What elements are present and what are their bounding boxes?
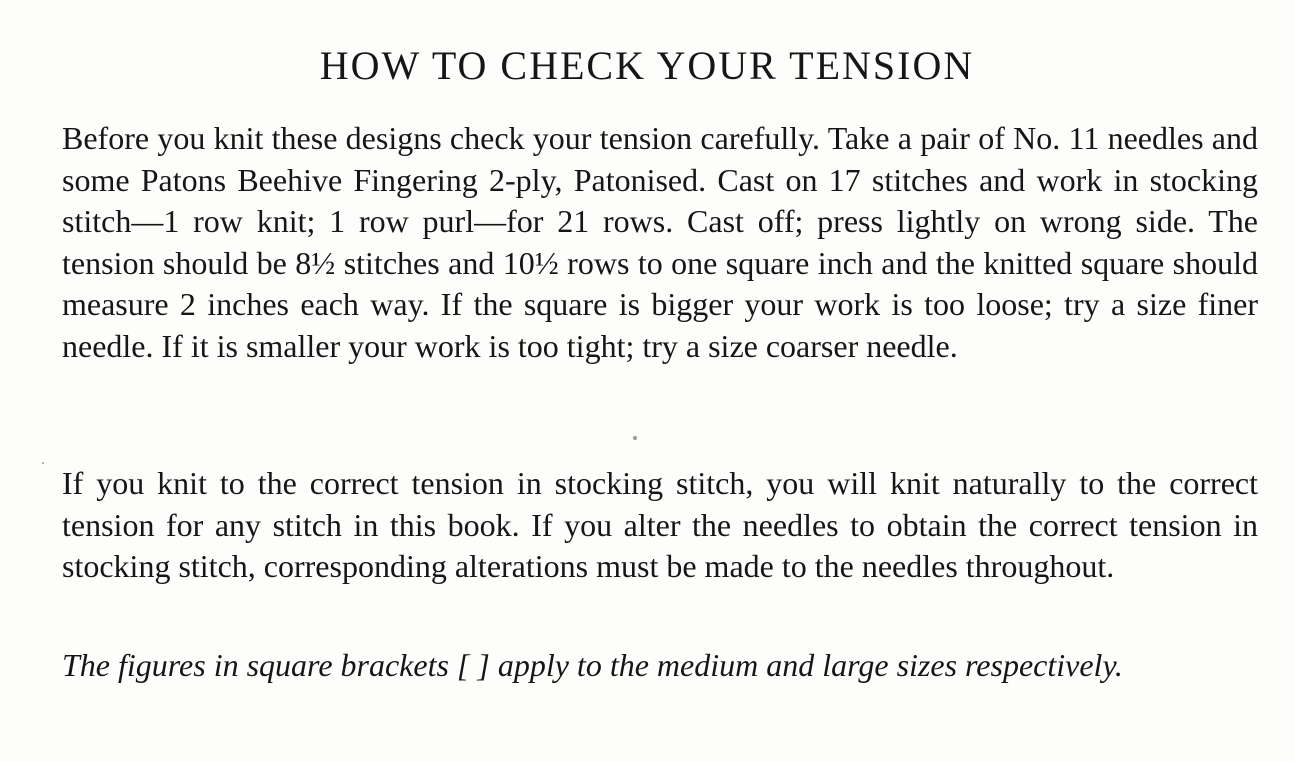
print-speck xyxy=(42,462,44,464)
page-title: HOW TO CHECK YOUR TENSION xyxy=(319,43,975,88)
print-speck xyxy=(633,436,637,440)
tension-instructions-paragraph: Before you knit these designs check your tension carefully. Take a pair of No. 11 needles and some Patons Beehive Fingering 2-ply, Patonised. Cast on 17 stitches and work in stocking stitch—1 row knit; 1 row purl—for 21 rows. Cast off; press lightly on wrong side. The tension should be 8½ stitches and 10½ rows to one square inch and the knitted square should measure 2 inches each way. If the square is bigger your work is too loose; try a size finer needle. If it is smaller your work is too tight; try a size coarser needle. xyxy=(62,120,1258,364)
needle-adjustment-paragraph: If you knit to the correct tension in stocking stitch, you will knit naturally to the correct tension for any stitch in this book. If you alter the needles to obtain the correct tension in stocking stitch, corresponding alterations must be made to the needles throughout. xyxy=(62,465,1258,584)
size-brackets-note: The figures in square brackets [ ] apply to the medium and large sizes respectively. xyxy=(62,647,1123,683)
